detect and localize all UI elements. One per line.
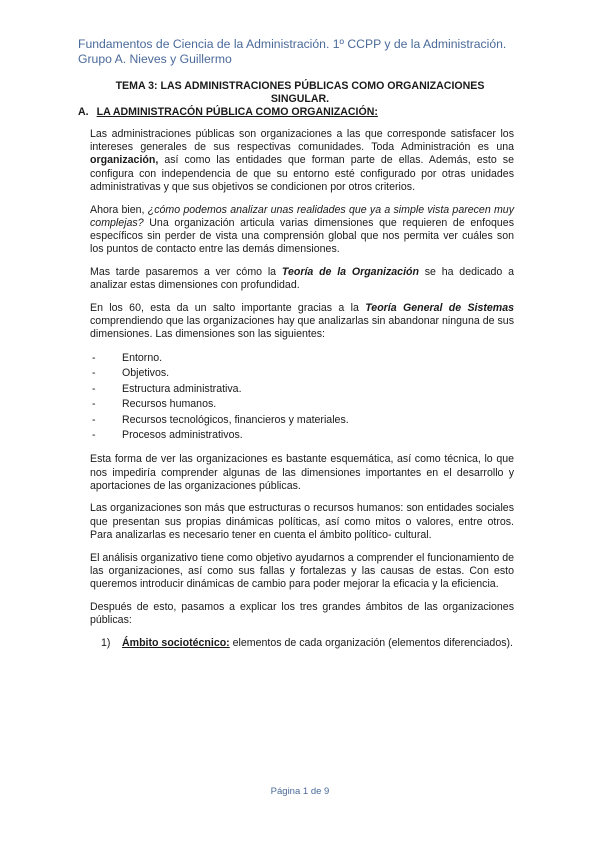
numbered-item-text xyxy=(122,637,514,650)
paragraph-5: Esta forma de ver las organizaciones es bastante esquemática, así como técnica, lo que nos impediría comprender algunas de las dimensiones importantes en el desarrollo y aportaciones de las organizaciones públicas. xyxy=(90,453,514,492)
paragraph-4 xyxy=(90,302,514,342)
paragraph-2 xyxy=(90,204,514,257)
header-line-1: Fundamentos de Ciencia de la Administración. 1º CCPP y de la Administración. xyxy=(78,37,507,51)
paragraph-2-text-a: Ahora bien, xyxy=(90,203,148,216)
paragraph-2-text-c: Una organización articula varias dimensiones que requieren de enfoques específicos sin perder de vista una comprensión global que nos permita ver cuáles son los puntos de contacto entre las demás dimensiones. xyxy=(90,216,514,256)
topic-title-line-1: TEMA 3: LAS ADMINISTRACIONES PÚBLICAS COMO ORGANIZACIONES xyxy=(115,80,485,92)
paragraph-8: Después de esto, pasamos a explicar los tres grandes ámbitos de las organizaciones públicas: xyxy=(90,600,514,626)
paragraph-1-text-a: Las administraciones públicas son organizaciones a las que corresponde satisfacer los intereses generales de sus respectivas comunidades. Toda Administración es una xyxy=(90,128,514,154)
paragraph-4-bold-italic: Teoría General de Sistemas xyxy=(365,301,514,314)
paragraph-4-text-a: En los 60, esta da un salto importante gracias a la xyxy=(90,301,366,314)
paragraph-3 xyxy=(90,266,514,292)
section-heading xyxy=(78,106,378,119)
numbered-item-number: 1) xyxy=(101,636,111,649)
document-header xyxy=(78,37,528,67)
paragraph-2-italic: ¿cómo podemos analizar unas realidades que ya a simple vista parecen muy complejas? xyxy=(90,203,514,229)
numbered-item-label: Ámbito sociotécnico: xyxy=(122,636,230,649)
topic-title xyxy=(90,80,510,106)
paragraph-3-text-a: Mas tarde pasaremos a ver cómo la xyxy=(90,265,282,278)
paragraph-7: El análisis organizativo tiene como objetivo ayudarnos a comprender el funcionamiento de las organizaciones, así como sus fallas y fortalezas y las causas de estas. Con esto queremos introducir dinámicas de cambio para poder mejorar la eficacia y la eficiencia. xyxy=(90,551,514,590)
list-item: - Recursos tecnológicos, financieros y materiales. xyxy=(90,413,514,429)
dimensions-list xyxy=(90,351,514,444)
section-title: LA ADMINISTRACÓN PÚBLICA COMO ORGANIZACIÓN: xyxy=(96,106,378,118)
paragraph-1-text-c: así como las entidades que forman parte de ellas. Además, esto se configura con independencia de que su entorno esté configurado por otras unidades administrativas y que sus objetivos se condicionen por otros criterios. xyxy=(90,154,514,193)
numbered-item-1 xyxy=(90,637,514,650)
paragraph-1-bold: organización, xyxy=(90,154,159,167)
topic-title-line-2: SINGULAR. xyxy=(270,93,330,105)
header-line-2: Grupo A. Nieves y Guillermo xyxy=(78,52,232,66)
numbered-item-description: elementos de cada organización (elementos diferenciados). xyxy=(229,636,513,649)
paragraph-6: Las organizaciones son más que estructuras o recursos humanos: son entidades sociales que presentan sus propias dinámicas políticas, así como mitos o valores, entre otros. Para analizarlas es necesario tener en cuenta el ámbito político- cultural. xyxy=(90,502,514,541)
list-item: - Procesos administrativos. xyxy=(90,428,514,444)
document-body xyxy=(90,128,514,650)
list-item: - Estructura administrativa. xyxy=(90,382,514,398)
paragraph-3-text-c: se ha dedicado a analizar estas dimensiones con profundidad. xyxy=(90,265,514,292)
paragraph-3-bold-italic: Teoría de la Organización xyxy=(281,265,419,278)
paragraph-1 xyxy=(90,128,514,194)
list-item: - Entorno. xyxy=(90,351,514,367)
list-item: - Recursos humanos. xyxy=(90,397,514,413)
page-number: Página 1 de 9 xyxy=(270,786,330,797)
section-letter: A. xyxy=(78,106,89,118)
list-item: - Objetivos. xyxy=(90,366,514,382)
paragraph-4-text-c: comprendiendo que las organizaciones hay que analizarlas sin abandonar ninguna de sus dimensiones. Las dimensiones son las siguientes: xyxy=(90,314,514,341)
